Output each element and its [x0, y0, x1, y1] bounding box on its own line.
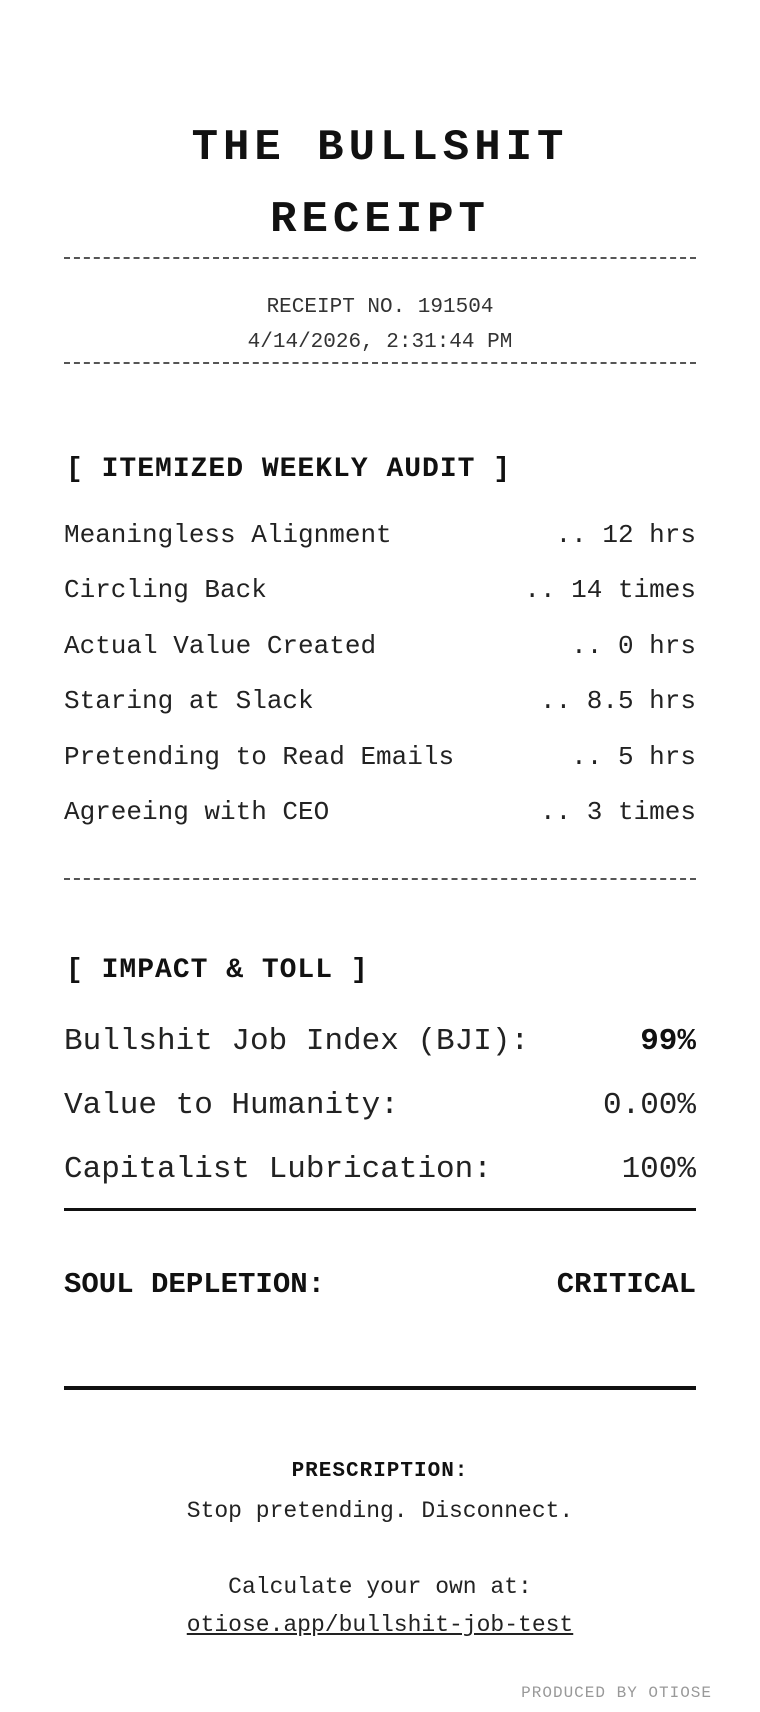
divider-dashed	[64, 362, 696, 364]
audit-row-label: Actual Value Created	[64, 631, 377, 661]
audit-row	[64, 797, 696, 827]
audit-row-label: Circling Back	[64, 575, 267, 605]
audit-row-label: Meaningless Alignment	[64, 520, 392, 550]
impact-row-value: 100%	[621, 1152, 696, 1187]
divider-dashed	[64, 257, 696, 259]
soul-depletion-row	[64, 1268, 696, 1301]
impact-row-capitalist-lubrication	[64, 1152, 696, 1187]
impact-row-bji	[64, 1024, 696, 1059]
receipt-title-line2: RECEIPT	[270, 195, 490, 245]
prescription-text: Stop pretending. Disconnect.	[186, 1498, 574, 1524]
audit-row-value: .. 0 hrs	[571, 631, 696, 661]
soul-depletion-value: CRITICAL	[556, 1268, 696, 1301]
calculate-label: Calculate your own at:	[228, 1574, 532, 1600]
audit-row-value: .. 3 times	[539, 797, 696, 827]
impact-row-value: 0.00%	[602, 1088, 696, 1123]
audit-row	[64, 520, 696, 550]
link-container	[64, 1612, 696, 1638]
receipt-title-line1: THE BULLSHIT	[191, 123, 569, 173]
audit-row-value: .. 8.5 hrs	[539, 686, 696, 716]
audit-row	[64, 631, 696, 661]
impact-row-label: Bullshit Job Index (BJI):	[64, 1024, 530, 1059]
audit-row	[64, 742, 696, 772]
receipt-title	[64, 112, 696, 256]
bullshit-job-test-link[interactable]: otiose.app/bullshit-job-test	[186, 1612, 574, 1638]
audit-row-label: Agreeing with CEO	[64, 797, 330, 827]
audit-row-label: Staring at Slack	[64, 686, 314, 716]
audit-row-value: .. 12 hrs	[555, 520, 696, 550]
receipt-number: RECEIPT NO. 191504	[266, 296, 494, 319]
audit-section-title: [ ITEMIZED WEEKLY AUDIT ]	[66, 454, 512, 485]
audit-row	[64, 575, 696, 605]
audit-row	[64, 686, 696, 716]
audit-row-value: .. 14 times	[524, 575, 696, 605]
divider-solid-thick	[64, 1386, 696, 1390]
divider-solid	[64, 1208, 696, 1211]
impact-row-value-to-humanity	[64, 1088, 696, 1123]
audit-row-label: Pretending to Read Emails	[64, 742, 455, 772]
receipt-datetime: 4/14/2026, 2:31:44 PM	[247, 331, 513, 354]
impact-row-value: 99%	[640, 1024, 696, 1059]
impact-section-title: [ IMPACT & TOLL ]	[66, 955, 369, 986]
impact-row-label: Value to Humanity:	[64, 1088, 399, 1123]
produced-by-footer: PRODUCED BY OTIOSE	[521, 1684, 712, 1702]
audit-row-value: .. 5 hrs	[571, 742, 696, 772]
divider-dashed	[64, 878, 696, 880]
soul-depletion-label: SOUL DEPLETION:	[64, 1268, 326, 1301]
prescription-title: PRESCRIPTION:	[291, 1460, 469, 1483]
impact-row-label: Capitalist Lubrication:	[64, 1152, 492, 1187]
